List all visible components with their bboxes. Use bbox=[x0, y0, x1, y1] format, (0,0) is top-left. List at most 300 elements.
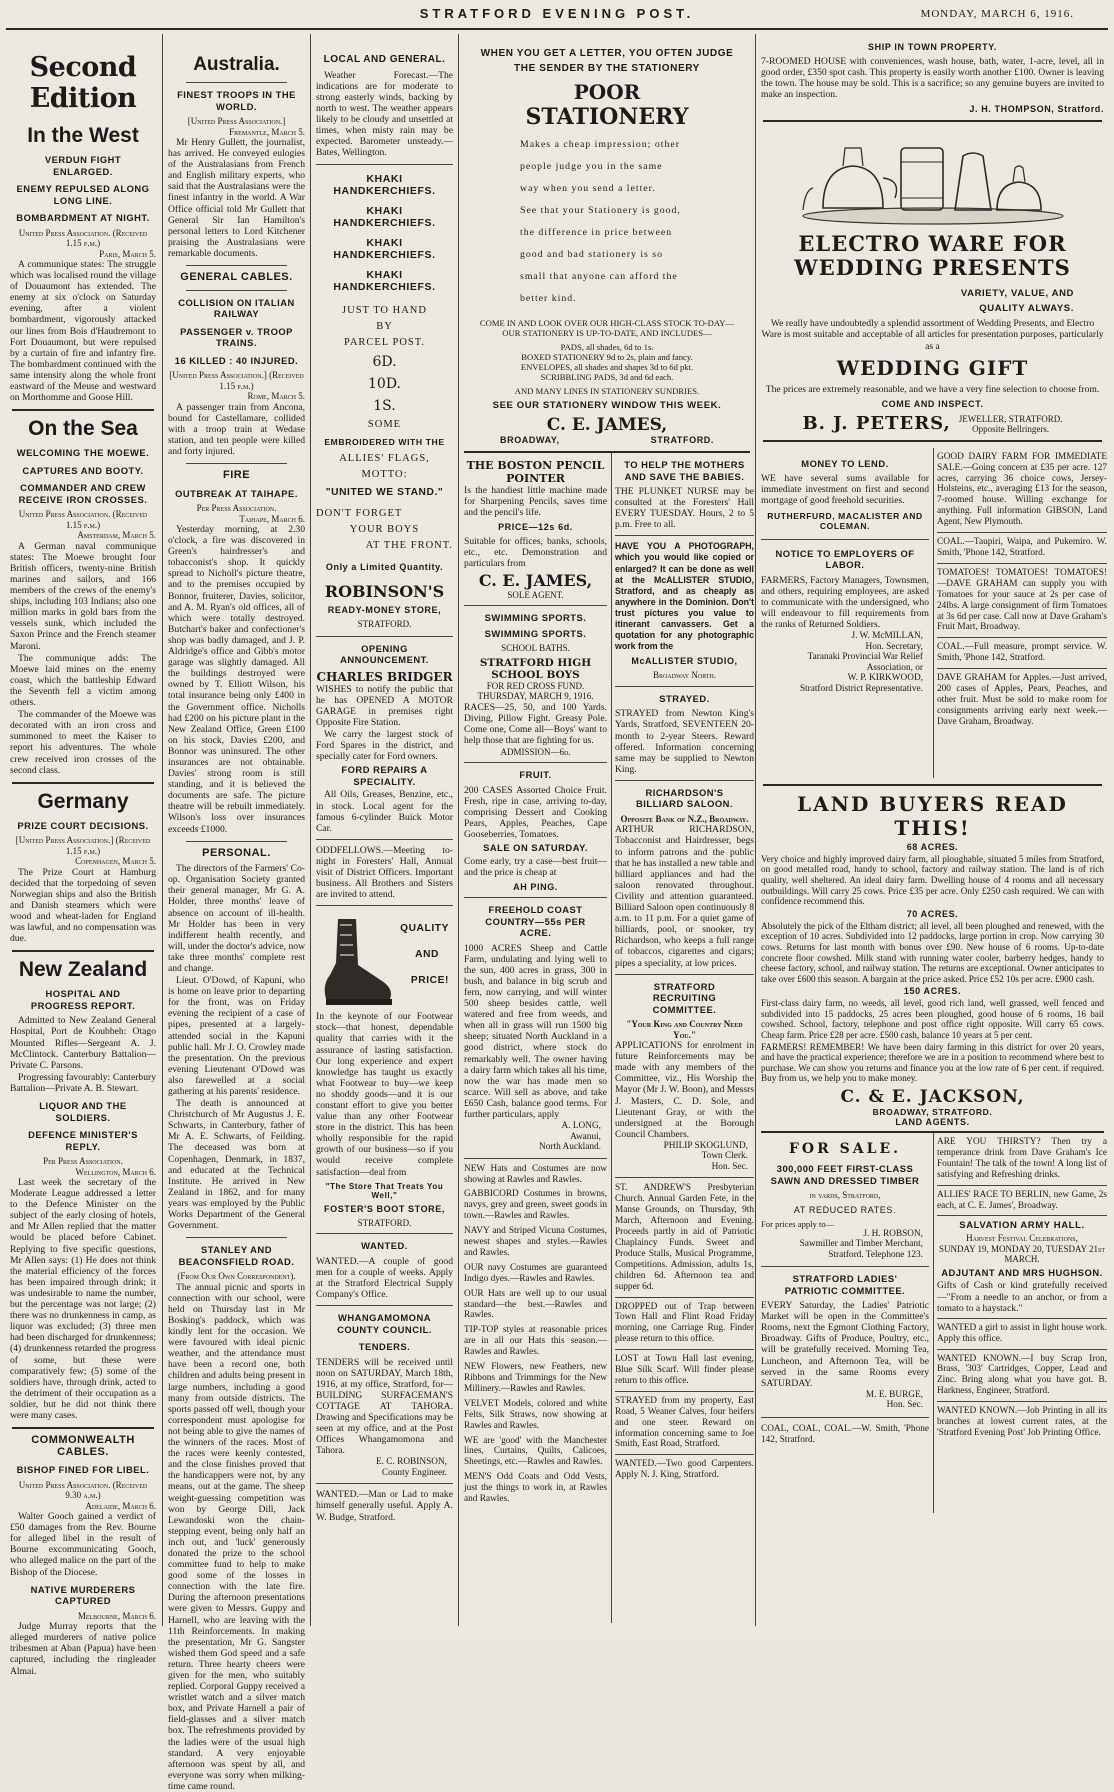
article-body: A passenger train from Ancona, bound for Castellamare, collided with a troop train at Wedase station, and ten people were killed and forty injured. bbox=[168, 401, 305, 457]
dateline: Rome, March 5. bbox=[247, 391, 305, 402]
ad-line: BROADWAY, bbox=[500, 435, 560, 445]
classified-ad: TIP-TOP styles at reasonable prices are in all our Hats this season.—Rawles and Rawles. bbox=[464, 1325, 607, 1358]
column-1 bbox=[6, 34, 160, 1677]
divider bbox=[316, 1233, 453, 1234]
ad-body: ARTHUR RICHARDSON, Tobacconist and Hairdresser, begs to inform patrons and the public that he has installed a new table and billiard appliances and had the saloon renovated throughout. Civility and attention guaranteed. Billiard Saloon open continuously 8 a.m. to 11 p.m. For a quiet game of billiards, pool, or snooker, try Richardson, who keeps a full range of tobaccos, cigarettes and cigars; pipes a speciality, at low prices. bbox=[615, 824, 754, 969]
signature: Town Clerk. bbox=[701, 1151, 748, 1162]
ad-line: See that your Stationery is good, bbox=[520, 205, 681, 216]
article-body: The annual picnic and sports in connection with our school, were held on Thursday last in Mr Bosking's paddock, which was kindly lent for the occasion. We were favoured with ideal picnic weather, and the attendance must have been a record one, both children and adults being present in large numbers, including a good many from outside districts. The sports passed off well, though your correspondent must apologise for not being able to give the names of the winners of the races. Most of the races were keenly contested, and the close finishes proved that the handicappers were not, by any means, out at the game. The sheep weight-guessing competition was won by George Dill, Jack Lewandoski won the chain-stepping event, being only half an inch out, and 'luck' generously donated the prize to the school committee fund to help to make good some of the losses in connection with the late fire. During the afternoon presentations were given to Messrs. Guppy and Harnell, who are leaving with the 11th Reinforcements. In making the presentation, Mr G. Sangster wished them God speed and a safe return. Three hearty cheers were given for the men, who suitably replied. Corporal Guppy received a wristlet watch and a silver match box, and Private Harnell a pair of field-glasses and a silver match box. The refreshments provided by the ladies were of the usual high standard. A very enjoyable afternoon was spent by all, and everyone was sorry when milking-time came round. bbox=[168, 1281, 305, 1792]
column-4-split bbox=[464, 453, 754, 1623]
ad-name: AH PING. bbox=[513, 882, 558, 893]
signature: J. H. THOMPSON, Stratford. bbox=[969, 104, 1104, 115]
khaki-handkerchiefs-ad bbox=[316, 173, 453, 293]
headline: TO HELP THE MOTHERS AND SAVE THE BABIES. bbox=[624, 459, 745, 482]
ad-line: Broadway North. bbox=[652, 670, 717, 681]
article-body: Progressing favourably: Canterbury Battalion—Private A. B. Stewart. bbox=[10, 1071, 156, 1094]
byline: Per Press Association. bbox=[196, 503, 277, 513]
headline: OPENING ANNOUNCEMENT. bbox=[340, 642, 429, 666]
divider bbox=[464, 1158, 607, 1159]
divider bbox=[937, 532, 1107, 533]
divider bbox=[186, 290, 287, 291]
rawles-ads bbox=[464, 1164, 607, 1505]
ad-line: STRATFORD. bbox=[357, 619, 412, 630]
ad-name: C. E. JAMES, bbox=[478, 570, 593, 590]
headline: SWIMMING SPORTS. bbox=[484, 627, 587, 639]
ad-line: KHAKI HANDKERCHIEFS. bbox=[333, 205, 436, 230]
headline: MONEY TO LEND. bbox=[801, 457, 889, 469]
headline: FRUIT. bbox=[519, 769, 552, 781]
signature: County Engineer. bbox=[381, 1467, 447, 1478]
article-body: The communique adds: The Moewe laid mines on the enemy coast, which the battleship Edward the Seventh fell a victim among others. bbox=[10, 652, 156, 709]
dateline: Amsterdam, March 5. bbox=[77, 530, 156, 541]
headline: STRATFORD LADIES' PATRIOTIC COMMITTEE. bbox=[784, 1273, 906, 1296]
classified-ad: WE are 'good' with the Manchester lines, Curtains, Quilts, Calicoes, Sheetings, etc.—Rawles and Rawles. bbox=[464, 1435, 607, 1468]
section-heading-fire: FIRE bbox=[222, 469, 251, 481]
divider bbox=[937, 1401, 1107, 1402]
ad-line: people judge you in the same bbox=[520, 161, 663, 172]
ad-line: KHAKI HANDKERCHIEFS. bbox=[333, 173, 436, 198]
ad-body: Is the handiest little machine made for Sharpening Pencils, saves time and the pencil's life. bbox=[464, 485, 607, 519]
signature: Taranaki Provincial War Relief Association, or bbox=[807, 652, 923, 673]
headline: FREEHOLD COAST COUNTRY—55s PER ACRE. bbox=[485, 904, 586, 939]
ad-heading: STRATFORD HIGH SCHOOL BOYS bbox=[479, 656, 592, 681]
section-heading-general-cables: GENERAL CABLES. bbox=[180, 271, 293, 284]
divider bbox=[937, 637, 1107, 638]
ad-body: In the keynote of our Footwear stock—that honest, dependable quality that carries with it the assurance of lasting satisfaction. Our long experience and expert knowledge has taught us exactly what Footwear to buy—we keep no shoddy goods—and it is our constant effort to give you better value than any other Footwear store in the district. This has been wholly responsible for the rapid growth of our business—so if you would receive complete satisfaction—deal from bbox=[316, 1011, 453, 1178]
ad-subheading: 300,000 FEET FIRST-CLASS SAWN AND DRESSED TIMBER bbox=[770, 1163, 920, 1186]
dateline: Copenhagen, March 5. bbox=[75, 856, 156, 867]
ad-line: MOTTO: bbox=[361, 469, 408, 481]
ad-line: way when you send a letter. bbox=[520, 183, 656, 194]
headline: SALVATION ARMY HALL. bbox=[959, 1220, 1085, 1232]
headline: VERDUN FIGHT ENLARGED. bbox=[44, 154, 122, 177]
article-body: Mr Henry Gullett, the journalist, has arrived. He conveyed eulogies of the Australasians from French and English military experts, who said that the Australasians were the finest infantry in the world. A War Office official told Mr Gullett that General Sir Ian Hamilton's personal letters to Lord Kitchener praising the Australasians were remarkable documents. bbox=[168, 137, 305, 259]
ad-line: SOLE AGENT. bbox=[507, 589, 564, 600]
byline: (From Our Own Correspondent). bbox=[177, 1271, 296, 1282]
ad-line: ALLIES' FLAGS, bbox=[339, 453, 430, 465]
ad-line: Opposite Bellringers. bbox=[972, 423, 1050, 434]
headline: WELCOMING THE MOEWE. bbox=[16, 447, 150, 459]
ad-line: BROADWAY, STRATFORD. bbox=[872, 1107, 993, 1118]
classified-ad: WANTED a girl to assist in light house work. Apply this office. bbox=[937, 1322, 1107, 1344]
divider bbox=[186, 82, 287, 83]
subcolumn-right bbox=[615, 453, 754, 1483]
ad-line: STRATFORD. bbox=[357, 1217, 412, 1228]
ad-subheading: 68 ACRES. bbox=[906, 841, 959, 852]
column-2 bbox=[164, 34, 309, 1792]
classified-ad: WANTED KNOWN.—I buy Scrap Iron, Brass, '303' Cartridges, Copper, Lead and Zinc. Bring along what you have got. B. Harkness, Engineer, Stratford. bbox=[937, 1353, 1107, 1397]
ad-price: 10D. bbox=[368, 376, 401, 393]
divider bbox=[316, 1305, 453, 1306]
ad-line: AND bbox=[415, 949, 439, 961]
byline: United Press Association. (Received 9.30 a.m.) bbox=[18, 1479, 148, 1501]
byline: [United Press Association.] (Received 1.15 p.m.) bbox=[15, 835, 151, 856]
ad-body: Come early, try a case—best fruit—and the price is cheap at bbox=[464, 855, 607, 878]
ad-body: WISHES to notify the public that he has OPENED A MOTOR GARAGE in premises right Opposite Fire Station. bbox=[316, 683, 453, 729]
divider bbox=[615, 1391, 754, 1392]
ad-line: EMBROIDERED WITH THE bbox=[324, 437, 445, 448]
divider bbox=[615, 1454, 754, 1455]
notice-body: Gifts of Cash or kind gratefully received—"From a needle to an anchor, or from a tomato to a haystack." bbox=[937, 1280, 1107, 1314]
ad-body: We carry the largest stock of Ford Spares in the district, and specially cater for Ford owners. bbox=[316, 729, 453, 763]
headline: WHANGAMOMONA COUNTY COUNCIL. bbox=[337, 1312, 432, 1335]
ad-line: QUALITY ALWAYS. bbox=[979, 303, 1074, 315]
column-5 bbox=[757, 34, 1108, 1626]
ad-heading: THE BOSTON PENCIL POINTER bbox=[466, 459, 605, 485]
column-3 bbox=[312, 34, 457, 1626]
article-body: A communique states: The struggle which was localised round the village of Douaumont has extended. The enemy at six o'clock on Saturday evening, after a violent bombardment, vigorously attacked our lines from Bois d'Haudremont to Fort Douaumont, but were repulsed by a curtain of fire and infantry fire. The bombardment continued with the same intensity along the whole front eastward of the Meuse and westward on Morthomme and Goose Hill. bbox=[10, 259, 156, 404]
boot-icon bbox=[316, 915, 396, 1011]
classified-ad: NEW Hats and Costumes are now showing at Rawles and Rawles. bbox=[464, 1163, 607, 1185]
boot-ad-art bbox=[316, 911, 453, 1011]
divider bbox=[763, 120, 1102, 122]
edition-heading: Second Edition bbox=[29, 52, 137, 114]
ad-line: PARCEL POST. bbox=[343, 337, 426, 349]
ad-body: The prices are extremely reasonable, and we have a very fine selection to choose from. bbox=[765, 383, 1100, 395]
article-body: Last week the secretary of the Moderate League addressed a letter to the Defence Minister on the subject of the early closing of hotels, and Mr Allen replied that the matter would be placed before Cabinet. Replying to five specific questions, Mr Allen says: (1) He does not think the material efficiency of the forces has been impaired through drink; it was undesirable to name the number, but the percentage was not large; (2) there was no drunkenness in camp, as liquor was excluded; (3) three men had been discharged for drunkenness; (4) drunkenness retarded the progress of some, but these were comparatively few; (5) some of the soldiers have, through drink, acted to the detriment of their occupation as a soldier, but he did not think there were many cases. bbox=[10, 1177, 156, 1421]
ad-line: SEE OUR STATIONERY WINDOW THIS WEEK. bbox=[492, 400, 722, 411]
ad-line: AT REDUCED RATES. bbox=[793, 1204, 897, 1215]
ad-line: KHAKI HANDKERCHIEFS. bbox=[333, 269, 436, 294]
dateline: Taihape, March 6. bbox=[239, 513, 305, 524]
headline: NOTICE TO EMPLOYERS OF LABOR. bbox=[775, 547, 915, 571]
notice-body: FARMERS, Factory Managers, Townsmen, and others, requiring employees, are asked to communicate with the undersigned, who will endeavour to fill requirements from the ranks of Returned Soldiers. bbox=[761, 574, 929, 630]
column-rule bbox=[458, 34, 459, 1626]
headline: BISHOP FINED FOR LIBEL. bbox=[16, 1464, 150, 1476]
divider bbox=[186, 1237, 287, 1238]
classified-ad: MEN'S Odd Coats and Odd Vests, just the things to work in, at Rawles and Rawles. bbox=[464, 1472, 607, 1505]
divider bbox=[186, 265, 287, 266]
signature: J. W. McMILLAN, bbox=[851, 631, 923, 641]
column-5-split-upper bbox=[761, 448, 1107, 778]
peters-signature-block bbox=[761, 413, 1104, 434]
article-body: The Prize Court at Hamburg decided that the torpedoing of seven Norwegian ships and also the British and Danish steamers which were wood and wheat-laden for England was lawful, and no compensation was due. bbox=[10, 866, 156, 945]
headline: OUTBREAK AT TAIHAPE. bbox=[175, 487, 298, 499]
column-rule bbox=[162, 34, 163, 1626]
ad-address bbox=[464, 435, 750, 445]
divider bbox=[186, 463, 287, 464]
ad-name: C. & E. JACKSON, bbox=[840, 1087, 1025, 1108]
divider bbox=[615, 1177, 754, 1178]
headline: WANTED. bbox=[361, 1240, 408, 1252]
subcolumn-right bbox=[937, 448, 1107, 730]
ad-name: B. J. PETERS, bbox=[802, 412, 951, 434]
divider bbox=[316, 905, 453, 906]
notice-body: EVERY Saturday, the Ladies' Patriotic Market will be open in the Committee's Rooms, next the Egmont Clothing Factory, Broadway. Gifts of Produce, Poultry, etc., will be gratefully received. Morning Tea, Luncheon, and Afternoon Tea, will be served in the same Rooms every SATURDAY. bbox=[761, 1300, 929, 1389]
issue-date: MONDAY, MARCH 6, 1916. bbox=[920, 8, 1074, 20]
byline: Per Press Association. bbox=[43, 1156, 123, 1166]
divider bbox=[12, 782, 154, 784]
ad-body: 1000 ACRES Sheep and Cattle Farm, undulating and lying well to the sun, 400 acres in grass, 300 in bush, and balance in big scrub and fern, now carrying, and will winter 500 sheep besides cattle, well watered and free from weeds, and when all in grass will run 1500 big sheep; situated North Auckland in a good district, where stock do remarkably well. The owner having a dairy farm which takes all his time, now the war has made men so scarce. Will sell as above, and take £650 Cash, balance good terms. For further particulars, apply bbox=[464, 942, 607, 1120]
headline: STRATFORD RECRUITING COMMITTEE. bbox=[652, 980, 717, 1015]
signature: W. P. KIRKWOOD, bbox=[847, 673, 923, 683]
signature: RUTHERFURD, MACALISTER AND COLEMAN. bbox=[767, 510, 923, 531]
ad-line: QUALITY bbox=[400, 923, 449, 935]
divider bbox=[937, 668, 1107, 669]
dateline: Wellington, March 6. bbox=[75, 1166, 156, 1177]
signature: Sawmiller and Timber Merchant, bbox=[799, 1239, 923, 1250]
headline: DEFENCE MINISTER'S REPLY. bbox=[28, 1129, 138, 1152]
ad-line: small that anyone can afford the bbox=[520, 271, 678, 282]
divider bbox=[763, 440, 1102, 442]
column-4 bbox=[460, 34, 754, 1626]
section-heading-personal: PERSONAL. bbox=[202, 846, 271, 859]
ad-subheading: 150 ACRES. bbox=[903, 986, 962, 997]
ad-price: 1S. bbox=[373, 398, 396, 415]
headline: SWIMMING SPORTS. bbox=[484, 612, 587, 624]
signature: Stratford. Telephone 123. bbox=[828, 1249, 923, 1260]
ad-line: SCHOOL BATHS. bbox=[501, 643, 570, 654]
classified-ad: COAL.—Taupiri, Waipa, and Pukemiro. W. Smith, 'Phone 142, Stratford. bbox=[937, 537, 1107, 558]
signature: Hon. Sec. bbox=[886, 1400, 923, 1411]
byline: [United Press Association.] (Received 1.15 p.m.) bbox=[169, 370, 304, 391]
headline: RICHARDSON'S BILLIARD SALOON. bbox=[635, 786, 734, 810]
divider bbox=[761, 539, 929, 540]
ad-line: BY bbox=[376, 321, 393, 333]
ad-heading: POOR bbox=[573, 80, 641, 104]
notice-body: TENDERS will be received until noon on SATURDAY, March 18th, 1916, at my office, Stratford, for— BUILDING SURFACEMAN'S COTTAGE AT TAHORA. Drawing and Specifications may be seen at my office, and at the Post Offices Whangamomona and Tahora. bbox=[316, 1356, 453, 1457]
divider bbox=[316, 164, 453, 165]
headline: BOMBARDMENT AT NIGHT. bbox=[16, 212, 150, 223]
ad-body: First-class dairy farm, no weeds, all level, good rich land, well grassed, well fenced and subdivided into 15 paddocks, 25 acres been ploughed, good house of 6 rooms, 16 bail cowshed. School, factory, telephone and post office right opposite. Will carry 65 cows. Cheap farm. Price £28 per acre. £500 cash, balance 10 years at 5 per cent. bbox=[761, 998, 1104, 1041]
article-body: Walter Gooch gained a verdict of £50 damages from the Rev. Bourne for alleged libel in the result of Bourne excommunicating Gooch, who alleged malice on the part of the Bishop of the Diocese. bbox=[10, 1511, 156, 1578]
ad-body: All Oils, Greases, Benzine, etc., in stock. Local agent for the famous 6-cylinder Buick Motor Car. bbox=[316, 789, 453, 834]
masthead bbox=[0, 4, 1114, 30]
ad-heading: LAND BUYERS READ THIS! bbox=[797, 791, 1068, 840]
divider bbox=[615, 535, 754, 536]
subcolumn-left bbox=[464, 453, 607, 1507]
ad-price: 6D. bbox=[372, 354, 397, 371]
ad-line: JUST TO HAND bbox=[342, 305, 427, 317]
ad-body: We really have undoubtedly a splendid assortment of Wedding Presents, and Electro Ware is most suitable and acceptable of all articles for presentation purposes, particularly as a bbox=[761, 318, 1104, 352]
ad-line: SOME bbox=[367, 419, 402, 431]
ad-name: McALLISTER STUDIO, bbox=[631, 656, 738, 667]
divider bbox=[937, 1185, 1107, 1186]
electro-ware-illustration bbox=[783, 128, 1083, 228]
signature: Stratford District Representative. bbox=[799, 683, 923, 694]
notice-body: APPLICATIONS for enrolment in future Reinforcements may be made with any members of the Committee, viz., His Worship the Mayor (Mr J. W. Boon), and Messrs J. Masters, C. D. Sole, and Lieutenant Gray, or with the undersigned at the Borough Council Chambers. bbox=[615, 1040, 754, 1140]
column-rule bbox=[611, 453, 612, 1623]
ad-line: WHEN YOU GET A LETTER, YOU OFTEN JUDGE bbox=[480, 48, 734, 59]
headline: CAPTURES AND BOOTY. bbox=[22, 464, 144, 476]
ad-line: FOR RED CROSS FUND. bbox=[486, 680, 585, 691]
ad-body: 7-ROOMED HOUSE with conveniences, wash house, bath, water, 1-acre, level, all in good order, £350 spot cash. This property is easily worth another £100. Owner is leaving the town. The house may be sold. This is a sacrifice; so any genuine buyers are invited to make an inspection. bbox=[761, 56, 1104, 101]
ad-line: JEWELLER, STRATFORD. bbox=[958, 413, 1063, 424]
classified-ad: OUR Hats are well up to our usual standard—the best.—Rawles and Rawles. bbox=[464, 1288, 607, 1321]
divider bbox=[464, 762, 607, 763]
ad-line: Makes a cheap impression; other bbox=[520, 139, 680, 150]
classified-ad: WANTED KNOWN.—Job Printing in all its branches at lowest current rates, at the 'Stratford Evening Post' Job Printing Office. bbox=[937, 1406, 1107, 1438]
divider bbox=[615, 686, 754, 687]
classified-ad: ALLIES' RACE TO BERLIN, new Game, 2s each, at C. E. James', Broadway. bbox=[937, 1189, 1107, 1211]
ad-line: READY-MONEY STORE, bbox=[327, 605, 442, 616]
ad-line: AND MANY LINES IN STATIONERY SUNDRIES. bbox=[514, 386, 700, 396]
divider bbox=[761, 1417, 929, 1418]
ad-line: ENVELOPES, all shades and shapes 3d to 6d pkt. bbox=[520, 362, 694, 372]
ad-line: FORD REPAIRS A SPECIALITY. bbox=[341, 764, 428, 787]
ad-line: ADMISSION—6d. bbox=[500, 746, 571, 757]
headline: 16 KILLED : 40 INJURED. bbox=[174, 354, 299, 366]
classified-ad: COAL, COAL, COAL.—W. Smith, 'Phone 142, Stratford. bbox=[761, 1423, 929, 1445]
ad-line: ADJUTANT AND MRS HUGHSON. bbox=[941, 1266, 1103, 1278]
ad-line: DON'T FORGET bbox=[316, 508, 403, 520]
headline: PRIZE COURT DECISIONS. bbox=[17, 819, 149, 831]
divider bbox=[12, 1427, 154, 1429]
notice-body: ODDFELLOWS.—Meeting to-night in Foresters' Hall, Annual visit of District Officers. Important business. All Brothers and Sisters are invited to attend. bbox=[316, 844, 453, 901]
divider bbox=[12, 950, 154, 952]
section-heading-stanley-road: STANLEY AND BEACONSFIELD ROAD. bbox=[178, 1244, 295, 1267]
ad-body: WE have several sums available for immediate investment on first and second mortgage of good freehold securities. bbox=[761, 473, 929, 507]
classified-ad: COAL.—Full measure, prompt service. W. Smith, 'Phone 142, Stratford. bbox=[937, 642, 1107, 664]
ad-name: FOSTER'S BOOT STORE, bbox=[324, 1203, 445, 1214]
ad-heading: STATIONERY bbox=[525, 104, 689, 130]
ad-heading: FOR SALE. bbox=[788, 1141, 901, 1158]
column-rule bbox=[933, 448, 934, 778]
headline: LIQUOR AND THE SOLDIERS. bbox=[39, 1100, 127, 1123]
classified-ad: GOOD DAIRY FARM FOR IMMEDIATE SALE.—Going concern at £35 per acre. 127 acres, carrying 36 choice cows, Jersey-Holsteins, etc., averaging £13 for the season, 7-roomed house. Willing exchange for anything. Full information GIBSON, Land Agent, New Plymouth. bbox=[937, 451, 1107, 528]
divider bbox=[761, 1266, 929, 1267]
headline: ENEMY REPULSED ALONG LONG LINE. bbox=[16, 183, 150, 206]
signature: North Auckland. bbox=[539, 1142, 601, 1153]
ad-line: in yards, Stratford, bbox=[809, 1190, 881, 1201]
divider bbox=[937, 1318, 1107, 1319]
ad-body: Very choice and highly improved dairy farm, all ploughable, situated 5 miles from Stratford, on good metalled road, handy to school, factory and railway station. The land is of rich quality, well sheltered. An ideal dairy farm. Dwelling house of 4 rooms and all necessary outbuildings. Will carry 25 cows. Price £35 per acre. Only £250 cash required. We can with confidence recommend this. bbox=[761, 853, 1104, 907]
headline: HOSPITAL AND PROGRESS REPORT. bbox=[30, 988, 136, 1011]
article-body: The commander of the Moewe was decorated with an iron cross and summoned to meet the Kaiser to report his adventures. The whole crew received iron crosses of the second class. bbox=[10, 709, 156, 776]
divider bbox=[316, 636, 453, 637]
dateline: Adelaide, March 6. bbox=[85, 1500, 156, 1511]
column-rule bbox=[933, 1133, 934, 1513]
classified-ad: LOST at Town Hall last evening, Blue Silk Scarf. Will finder please return to this office. bbox=[615, 1354, 754, 1386]
ad-line: SUNDAY 19, MONDAY 20, TUESDAY 21st MARCH. bbox=[938, 1243, 1106, 1265]
ad-line: VARIETY, VALUE, AND bbox=[960, 288, 1074, 300]
ad-line: better kind. bbox=[520, 293, 577, 304]
section-heading-local: LOCAL AND GENERAL. bbox=[323, 54, 446, 65]
dateline: Melbourne, March 6. bbox=[77, 1610, 156, 1621]
classified-ad: WANTED.—Man or Lad to make himself generally useful. Apply A. W. Budge, Stratford. bbox=[316, 1489, 453, 1523]
article-body: Admitted to New Zealand General Hospital, Port de Koubbeh: Otago Mounted Rifles—Sergeant A. J. McClintock. Canterbury Battalion—Private C. Parsons. bbox=[10, 1015, 156, 1071]
ad-subheading: 70 ACRES. bbox=[906, 908, 959, 919]
ad-line: LAND AGENTS. bbox=[895, 1117, 970, 1128]
ad-line: PRICE! bbox=[410, 975, 449, 987]
divider bbox=[12, 409, 154, 411]
ad-body: Absolutely the pick of the Eltham district; all level, all been ploughed and renewed, with the exception of 10 acres. Subdivided into 12 paddocks, large portion in crop. Now carrying 30 cows. Returns for last month with bonus over £90. New house of 6 rooms. Up-to-date concrete floor cowshed. Milk stand with running water cooler, barberry hedges, handy to cheese factory, school, and railway station. The returns are exceptional. Owner anticipates to take over £600 this season. A bargain at the price asked. Price £52 10s per acre. £900 cash. bbox=[761, 920, 1104, 984]
headline: COMMANDER AND CREW RECEIVE IRON CROSSES. bbox=[18, 482, 148, 505]
headline: COLLISION ON ITALIAN RAILWAY bbox=[178, 296, 295, 320]
headline: NATIVE MURDERERS CAPTURED bbox=[30, 1583, 136, 1607]
notice-body: STRAYED from Newton King's Yards, Stratford, SEVENTEEN 20-month to 2-year Steers. Reward offered. Information concerning same may be supplied to Newton King. bbox=[615, 708, 754, 775]
column-5-split-lower bbox=[761, 1133, 1107, 1513]
ad-line: THE SENDER BY THE STATIONERY bbox=[514, 63, 700, 74]
ad-line: COME AND INSPECT. bbox=[881, 398, 984, 409]
divider bbox=[615, 1349, 754, 1350]
classified-ad: ST. ANDREW'S Presbyterian Church. Annual Garden Fete, in the Manse Grounds, on Thursday, 9th March, Afternoon and Evening. Proceeds partly in aid of Patriotic Chaplaincy Funds. Sweet and Produce Stalls, Musical Programme, Competitions. Admission, adults 1s, children 6d. Afternoon tea and supper 6d. bbox=[615, 1183, 754, 1292]
ad-body: FARMERS! REMEMBER! We have been dairy farming in this district for over 20 years, and have the practical experience; therefore we are in a position to recommend where best to purchase. We can show you returns and finance you at the low rate of 6 per cent. if required. Buy from us, we help you to make money. bbox=[761, 1041, 1104, 1084]
divider bbox=[937, 1215, 1107, 1216]
ad-name: CHARLES BRIDGER bbox=[316, 669, 453, 684]
section-heading-australia: Australia. bbox=[193, 54, 280, 75]
newspaper-title: STRATFORD EVENING POST. bbox=[419, 6, 695, 21]
divider bbox=[763, 784, 1102, 786]
ad-line: PADS, all shades, 6d to 1s. bbox=[560, 342, 654, 352]
ad-heading: ELECTRO WARE FOR WEDDING PRESENTS bbox=[794, 231, 1071, 281]
ad-heading: WEDDING GIFT bbox=[836, 355, 1029, 380]
ad-body: Suitable for offices, banks, schools, etc., etc. Demonstration and particulars from bbox=[464, 536, 607, 570]
subcolumn-left bbox=[761, 448, 929, 694]
ad-line: "Your King and Country Need You." bbox=[626, 1019, 743, 1040]
section-heading-germany: Germany bbox=[37, 789, 129, 813]
classified-ad: VELVET Models, colored and white Felts, Silk Straws, now showing at Rawles and Rawles. bbox=[464, 1398, 607, 1431]
classified-ad: NEW Flowers, new Feathers, new Ribbons and Trimmings for the New Millinery.—Rawles and Rawles. bbox=[464, 1362, 607, 1394]
classified-ad: WANTED.—A couple of good men for a couple of weeks. Apply at the Stratford Electrical Supply Company's Office. bbox=[316, 1255, 453, 1300]
headline: SHIP IN TOWN PROPERTY. bbox=[868, 42, 997, 52]
article-body: A German naval communique states: The Moewe brought four British officers, twenty-nine British marines and sailors, and 166 members of the crews of the enemy's ships, including 103 Indians; also one million marks in gold bars from the vessels sunk, which included the Saxon Prince and the French steamer Maroni. bbox=[10, 540, 156, 652]
ad-line: "UNITED WE STAND." bbox=[325, 487, 444, 499]
article-body: The death is announced at Christchurch of Mr Augustus J. E. Schwarts, in Canterbury, father of Mr A. E. Schwarts, of Feilding. The deceased was born at Copenhagen, Denmark, in 1837, and educated at the Technical Institute. He arrived in New Zealand in 1862, and for many years was employed by the Public Works Department of the General Government. bbox=[168, 1098, 305, 1232]
ad-line: AT THE FRONT. bbox=[365, 540, 453, 552]
ad-line: THURSDAY, MARCH 9, 1916. bbox=[477, 691, 594, 702]
divider bbox=[937, 563, 1107, 564]
classified-ad: GABBICORD Costumes in browns, navys, grey and green, sweet goods in town.—Rawles and Rawles. bbox=[464, 1189, 607, 1222]
article-body: The directors of the Farmers' Co-op. Organisation Society granted their general manager, Mr G. A. Holder, three months' leave of absence on account of ill-health. Mr Holder has been in very indifferent health recently, and will, under the doctor's advice, now take three months' complete rest and change. bbox=[168, 863, 305, 974]
dateline: Paris, March 5. bbox=[99, 248, 156, 259]
divider bbox=[464, 605, 607, 606]
classified-ad: STRAYED from my property, East Road, 5 Weaner Calves, four heifers and one steer. Reward on information concerning same to Joe Smith, East Road, Stratford. bbox=[615, 1395, 754, 1450]
notice-body: THE PLUNKET NURSE may be consulted at the Foresters' Hall EVERY TUESDAY. Hours, 2 to 5 p.m. Free to all. bbox=[615, 486, 754, 531]
classified-ad: DAVE GRAHAM for Apples.—Just arrived, 200 cases of Apples, Pears, Peaches, and other fruit. Must be sold to make room for consignments arriving early next week.—Dave Graham, Broadway. bbox=[937, 673, 1107, 727]
signature: Awanui, bbox=[570, 1131, 601, 1142]
divider bbox=[464, 897, 607, 898]
ad-line: the difference in price between bbox=[520, 227, 673, 238]
signature: E. C. ROBINSON, bbox=[375, 1457, 447, 1468]
ad-line: good and bad stationery is so bbox=[520, 249, 664, 260]
divider bbox=[615, 974, 754, 975]
ad-line: SCRIBBLING PADS, 3d and 6d each. bbox=[540, 372, 674, 382]
byline: United Press Association. (Received 1.15 p.m.) bbox=[18, 227, 148, 248]
signature: Hon. Secretary, bbox=[865, 641, 923, 652]
masthead-rule bbox=[6, 28, 1108, 30]
classified-ad: OUR navy Costumes are guaranteed Indigo dyes.—Rawles and Rawles. bbox=[464, 1262, 607, 1284]
ad-line: For prices apply to— bbox=[761, 1218, 835, 1229]
ad-body: RACES—25, 50, and 100 Yards. Diving, Pillow Fight. Greasy Pole. Come one, Come all—Boys' want to help those that are fighting for us. bbox=[464, 701, 607, 746]
classified-ad: TOMATOES! TOMATOES! TOMATOES!—DAVE GRAHAM can supply you with Tomatoes for your sauce at 2s per case of 24lbs. A large consignment of firm Tomatoes at 3s 6d per case. Call now at Dave Graham's Fruit Mart, Broadway. bbox=[937, 567, 1107, 633]
signature: M. E. BURGE, bbox=[865, 1389, 923, 1400]
section-heading-new-zealand: New Zealand bbox=[18, 958, 148, 982]
ad-price: PRICE—12s 6d. bbox=[498, 522, 573, 533]
headline: FINEST TROOPS IN THE WORLD. bbox=[177, 89, 296, 112]
ad-line: KHAKI HANDKERCHIEFS. bbox=[333, 237, 436, 262]
signature: PHILIP SKOGLUND, bbox=[663, 1140, 748, 1151]
byline: [United Press Association.] bbox=[187, 116, 286, 126]
ad-line bbox=[959, 414, 1063, 434]
ad-line: Opposite Bank of N.Z., Broadway. bbox=[620, 813, 749, 824]
headline: PASSENGER v. TROOP TRAINS. bbox=[180, 325, 293, 349]
ad-line: COME IN AND LOOK OVER OUR HIGH-CLASS STOCK TO-DAY—OUR STATIONERY IS UP-TO-DATE, AND INCLUDES— bbox=[479, 318, 735, 338]
dateline: Fremantle, March 5. bbox=[229, 126, 305, 137]
section-heading-commonwealth: COMMONWEALTH CABLES. bbox=[31, 1434, 135, 1458]
section-heading-sea: On the Sea bbox=[28, 417, 138, 441]
article-body: Judge Murray reports that the alleged murderers of native police tribesmen at Aban (Papua) have been captured, including the ringleader Almai. bbox=[10, 1621, 156, 1677]
ad-line: SALE ON SATURDAY. bbox=[483, 842, 588, 854]
divider bbox=[615, 1297, 754, 1298]
divider bbox=[615, 780, 754, 781]
stationery-ad-copy bbox=[464, 130, 750, 314]
subcolumn-right bbox=[937, 1133, 1107, 1441]
divider bbox=[937, 1349, 1107, 1350]
ad-line: Only a Limited Quantity. bbox=[325, 562, 444, 573]
column-rule bbox=[310, 34, 311, 1626]
headline: TENDERS. bbox=[358, 1341, 411, 1353]
